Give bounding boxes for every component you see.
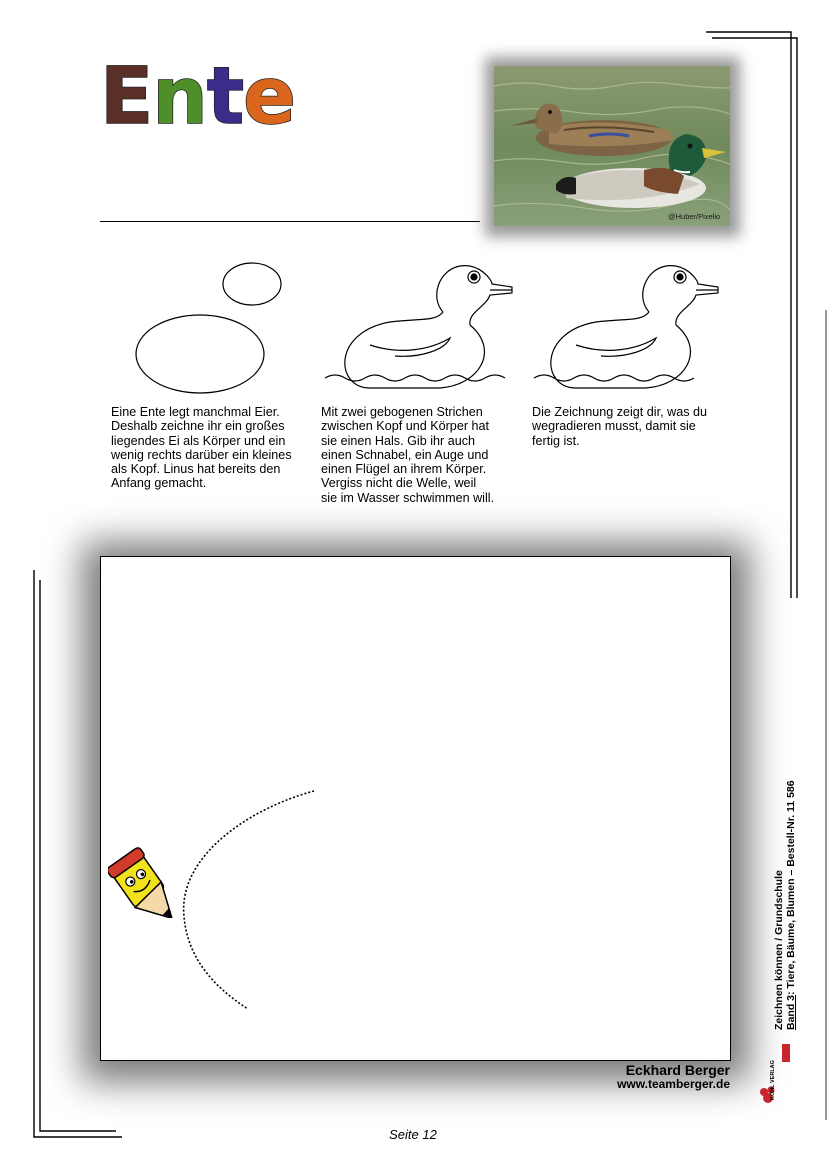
author-name: Eckhard Berger	[625, 1062, 730, 1078]
step2-sketch	[325, 266, 512, 388]
title-letter: t	[206, 52, 244, 142]
step3-text: Die Zeichnung zeigt dir, was du wegradieren musst, damit sie fertig ist.	[532, 405, 708, 448]
step-drawings	[100, 250, 740, 400]
photo-credit: @Huber/Pixelio	[668, 212, 721, 221]
title-letter: E	[100, 52, 153, 142]
title-underline	[100, 221, 480, 222]
side-series-title: Zeichnen können / Grundschule	[773, 870, 785, 1030]
step2-text: Mit zwei gebogenen Strichen zwischen Kopf und Körper hat sie einen Hals. Gib ihr auch einen Schnabel, ein Auge und einen Flügel an ihrem Körper. Vergiss nicht die Welle, weil sie im Wasser schwimmen will.	[321, 405, 495, 505]
page-number: Seite 12	[389, 1127, 437, 1142]
step1-text: Eine Ente legt manchmal Eier. Deshalb zeichne ihr ein großes liegendes Ei als Körper und ein wenig rechts darüber ein kleines als Kopf. Linus hat bereits den Anfang gemacht.	[111, 405, 292, 491]
side-band-info	[785, 780, 797, 1030]
starter-sketch	[100, 556, 731, 1061]
duck-photo	[494, 66, 730, 226]
publisher-logo	[756, 1040, 796, 1110]
title-letter: n	[152, 52, 207, 142]
side-series-info	[773, 780, 797, 1030]
title-letter: e	[243, 52, 296, 142]
side-band-label: Band 3	[785, 994, 797, 1030]
page-title	[100, 52, 296, 142]
step1-sketch	[136, 263, 281, 393]
publisher-name: KOHL VERLAG	[770, 1060, 776, 1100]
pencil-mascot-icon	[108, 842, 192, 918]
step3-sketch	[534, 266, 718, 388]
author-website[interactable]: www.teamberger.de	[617, 1077, 730, 1091]
side-band-rest: : Tiere, Bäume, Blumen – Bestell-Nr. 11 586	[785, 780, 797, 995]
